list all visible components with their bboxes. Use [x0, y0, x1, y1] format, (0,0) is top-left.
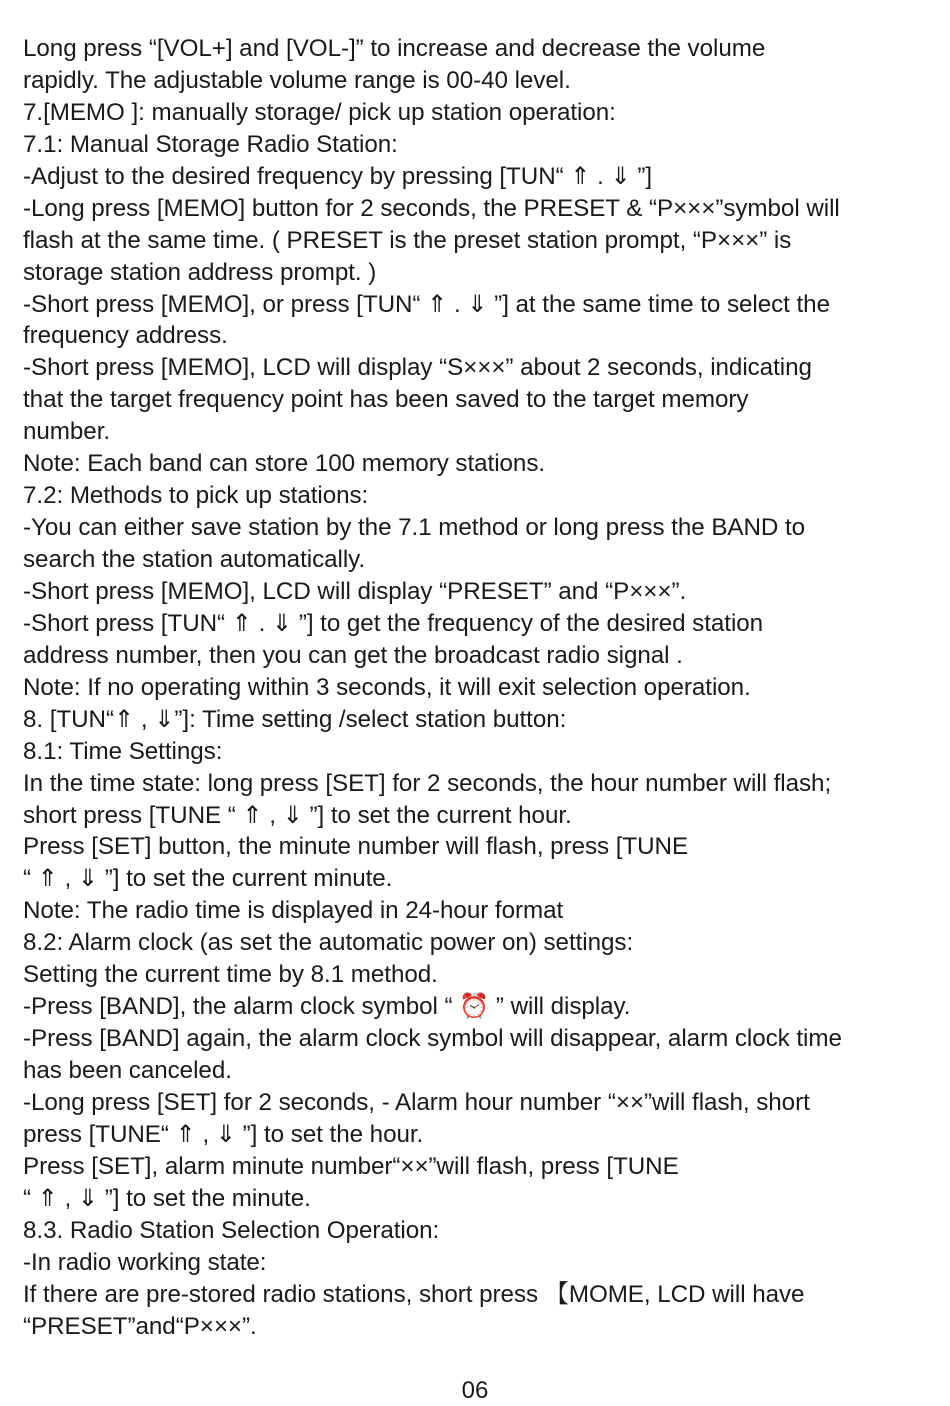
note-line: Note: The radio time is displayed in 24-hour format [23, 897, 564, 925]
text-line: rapidly. The adjustable volume range is 00-40 level. [23, 66, 571, 94]
page-number: 06 [461, 1377, 489, 1404]
text-line: frequency address. [23, 322, 228, 350]
text-line: If there are pre-stored radio stations, short press 【MOME, LCD will have [23, 1280, 805, 1308]
text-line: flash at the same time. ( PRESET is the preset station prompt, “P×××” is [23, 226, 792, 254]
subsection-heading: 8.3. Radio Station Selection Operation: [23, 1216, 440, 1244]
section-heading: 8. [TUN“⇑ , ⇓”]: Time setting /select station button: [23, 705, 567, 733]
text-line: address number, then you can get the broadcast radio signal . [23, 641, 683, 669]
text-line: -Short press [MEMO], LCD will display “PRESET” and “P×××”. [23, 577, 687, 605]
text-line: “ ⇑ , ⇓ ”] to set the current minute. [23, 865, 393, 893]
text-line: “PRESET”and“P×××”. [23, 1312, 257, 1340]
section-heading: 7.[MEMO ]: manually storage/ pick up station operation: [23, 98, 616, 126]
text-line: In the time state: long press [SET] for 2 seconds, the hour number will flash; [23, 769, 832, 797]
text-line: has been canceled. [23, 1057, 232, 1084]
note-line: Note: Each band can store 100 memory stations. [23, 450, 546, 478]
text-line: Long press “[VOL+] and [VOL-]” to increase and decrease the volume [23, 35, 766, 62]
text-line: -Press [BAND], the alarm clock symbol “ ⏰ ” will display. [23, 993, 631, 1021]
subsection-heading: 7.1: Manual Storage Radio Station: [23, 130, 398, 158]
subsection-heading: 8.2: Alarm clock (as set the automatic power on) settings: [23, 929, 634, 957]
text-line: that the target frequency point has been saved to the target memory [23, 386, 749, 414]
text-line: short press [TUNE “ ⇑ , ⇓ ”] to set the current hour. [23, 801, 572, 829]
text-line: -Short press [MEMO], LCD will display “S×××” about 2 seconds, indicating [23, 354, 812, 382]
text-line: Press [SET] button, the minute number will flash, press [TUNE [23, 833, 689, 861]
text-line: -Short press [MEMO], or press [TUN“ ⇑ . ⇓ ”] at the same time to select the [23, 290, 830, 318]
text-line: “ ⇑ , ⇓ ”] to set the minute. [23, 1184, 311, 1212]
text-line: -Long press [SET] for 2 seconds, - Alarm hour number “××”will flash, short [23, 1088, 810, 1116]
text-line: press [TUNE“ ⇑ , ⇓ ”] to set the hour. [23, 1120, 424, 1148]
note-line: Note: If no operating within 3 seconds, it will exit selection operation. [23, 673, 751, 701]
text-line: -You can either save station by the 7.1 method or long press the BAND to [23, 514, 806, 542]
text-line: Setting the current time by 8.1 method. [23, 961, 438, 989]
text-line: number. [23, 418, 111, 446]
text-line: -Adjust to the desired frequency by pressing [TUN“ ⇑ . ⇓ ”] [23, 162, 653, 190]
text-line: -Short press [TUN“ ⇑ . ⇓ ”] to get the frequency of the desired station [23, 609, 764, 637]
text-line: storage station address prompt. ) [23, 258, 377, 286]
text-line: Press [SET], alarm minute number“××”will flash, press [TUNE [23, 1152, 679, 1180]
manual-text-body [23, 33, 938, 1342]
text-line: -Press [BAND] again, the alarm clock symbol will disappear, alarm clock time [23, 1025, 842, 1053]
subsection-heading: 7.2: Methods to pick up stations: [23, 482, 369, 510]
text-line: search the station automatically. [23, 546, 366, 573]
text-line: -Long press [MEMO] button for 2 seconds, the PRESET & “P×××”symbol will [23, 194, 840, 222]
text-line: -In radio working state: [23, 1248, 267, 1276]
subsection-heading: 8.1: Time Settings: [23, 737, 223, 765]
